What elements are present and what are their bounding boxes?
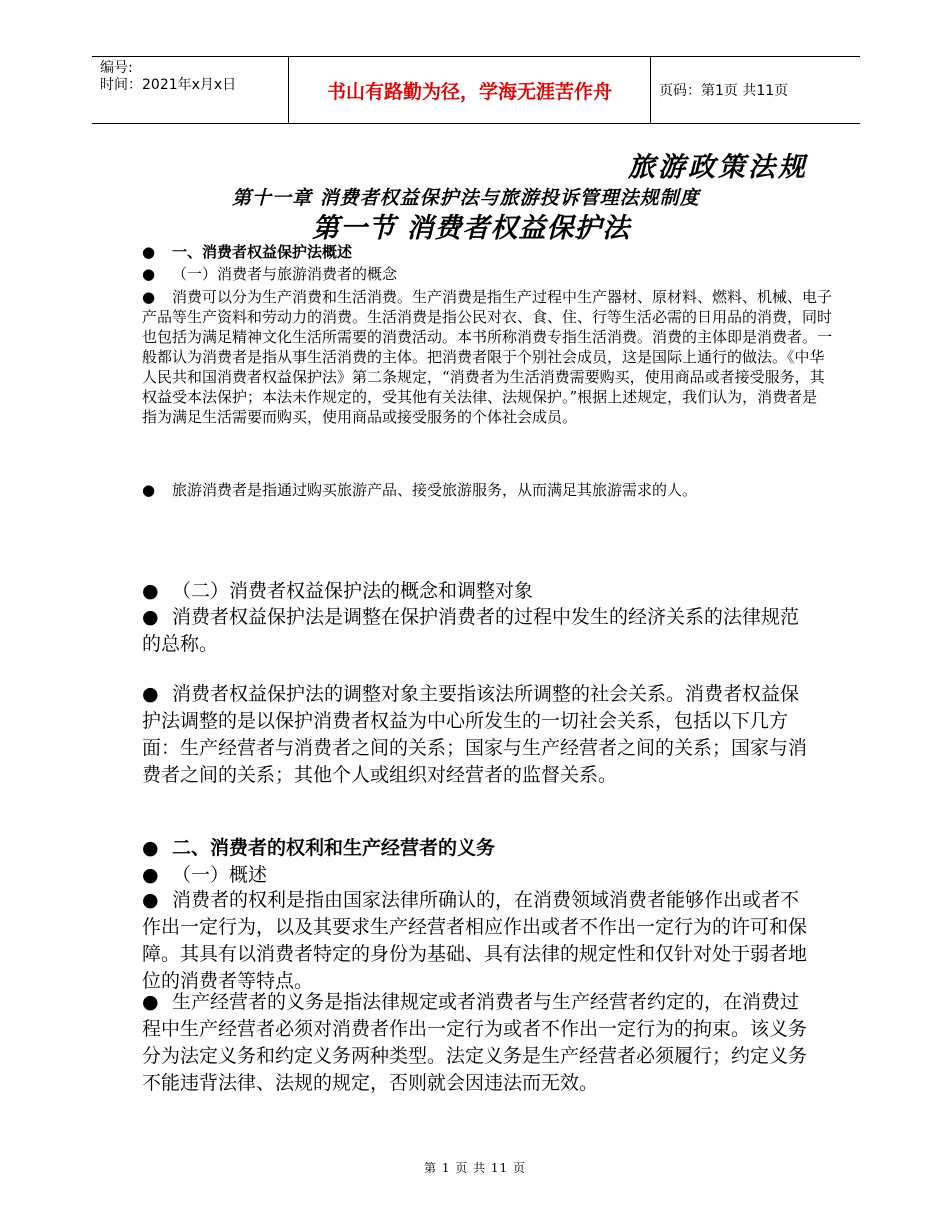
bullet-icon: ● bbox=[142, 889, 159, 911]
paragraph-producer-duties: ● 生产经营者的义务是指法律规定或者消费者与生产经营者约定的，在消费过程中生产经营者必须对消费者作出一定行为或者不作出一定行为的拘束。该义务分为法定义务和约定义务两种类型。法定义务是生产经营者必须履行；约定义务不能违背法律、法规的规定，否则就会因违法而无效。 bbox=[142, 991, 808, 1094]
time-label: 时间：2021年x月x日 bbox=[100, 77, 237, 93]
paragraph-consumer-rights: ● 消费者的权利是指由国家法律所确认的，在消费领域消费者能够作出或者不作出一定行为，以及其要求生产经营者相应作出或者不作出一定行为的许可和保障。其具有以消费者特定的身份为基础、具有法律的规定性和仅针对处于弱者地位的消费者等特点。 bbox=[142, 889, 808, 992]
chapter-title: 第十一章 消费者权益保护法与旅游投诉管理法规制度 bbox=[232, 187, 700, 209]
subheading-summary: ● （一）概述 bbox=[142, 862, 812, 889]
bullet-icon: ● bbox=[142, 481, 156, 499]
subheading-law-concept: ● （二）消费者权益保护法的概念和调整对象 bbox=[142, 578, 812, 605]
page-header bbox=[92, 56, 860, 124]
paragraph-tourism-consumer: ● 旅游消费者是指通过购买旅游产品、接受旅游服务，从而满足其旅游需求的人。 bbox=[142, 481, 698, 499]
header-meta bbox=[92, 57, 288, 123]
bullet-icon: ● bbox=[142, 606, 159, 628]
bullet-icon: ● bbox=[142, 991, 159, 1013]
heading-rights-duties: ● 二、消费者的权利和生产经营者的义务 bbox=[142, 835, 812, 862]
paragraph-law-scope: ● 消费者权益保护法的调整对象主要指该法所调整的社会关系。消费者权益保护法调整的是以保护消费者权益为中心所发生的一切社会关系，包括以下几方面：生产经营者与消费者之间的关系；国家与生产经营者之间的关系；国家与消费者之间的关系；其他个人或组织对经营者的监督关系。 bbox=[142, 683, 808, 786]
section-title: 第一节 消费者权益保护法 bbox=[312, 213, 631, 244]
number-label: 编号: bbox=[100, 60, 133, 76]
subheading-consumer-concept: ● （一）消费者与旅游消费者的概念 bbox=[142, 265, 398, 283]
bullet-icon: ● bbox=[142, 837, 159, 859]
heading-overview: ● 一、消费者权益保护法概述 bbox=[142, 243, 353, 261]
header-motto: 书山有路勤为径，学海无涯苦作舟 bbox=[288, 57, 651, 123]
paragraph-consumption: ● 消费可以分为生产消费和生活消费。生产消费是指生产过程中生产器材、原材料、燃料、机械、电子产品等生产资料和劳动力的消费。生活消费是指公民对衣、食、住、行等生活必需的日用品的消费，同时也包括为满足精神文化生活所需要的消费活动。本书所称消费专指生活消费。消费的主体即是消费者。一般都认为消费者是指从事生活消费的主体。把消费者限于个别社会成员，这是国际上通行的做法。《中华人民共和国消费者权益保护法》第二条规定，“消费者为生活消费需要购买，使用商品或者接受服务，其权益受本法保护；本法未作规定的，受其他有关法律、法规保护。”根据上述规定，我们认为，消费者是指为满足生活需要而购买，使用商品或接受服务的个体社会成员。 bbox=[142, 288, 833, 426]
bullet-icon: ● bbox=[142, 265, 156, 283]
bullet-icon: ● bbox=[142, 288, 156, 306]
page-footer: 第 1 页 共 11 页 bbox=[424, 1161, 526, 1175]
bullet-icon: ● bbox=[142, 243, 156, 261]
bullet-icon: ● bbox=[142, 683, 159, 705]
paragraph-law-definition: ● 消费者权益保护法是调整在保护消费者的过程中发生的经济关系的法律规范的总称。 bbox=[142, 606, 800, 655]
header-page-label: 页码：第1页 共11页 bbox=[659, 83, 789, 99]
bullet-icon: ● bbox=[142, 580, 159, 602]
bullet-icon: ● bbox=[142, 864, 159, 886]
book-title: 旅游政策法规 bbox=[628, 152, 808, 183]
